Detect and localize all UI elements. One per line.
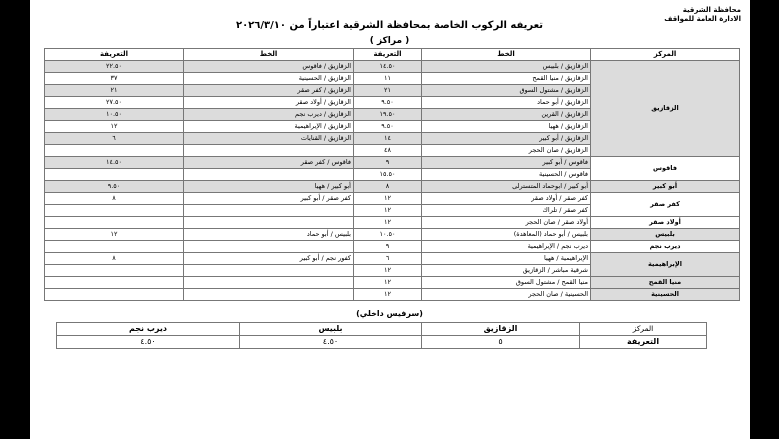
fare-cell-2 (45, 289, 184, 301)
route-cell-2 (184, 289, 354, 301)
fare-cell-2 (45, 241, 184, 253)
route-cell: ديرب نجم / الإبراهيمية (422, 241, 591, 253)
route-cell-2 (184, 205, 354, 217)
fare-cell: ٩.٥٠ (354, 121, 422, 133)
fare-cell: ٩ (354, 241, 422, 253)
route-cell-2: الزقازيق / ديرب نجم (184, 109, 354, 121)
route-cell-2 (184, 277, 354, 289)
document-subtitle: ( مراكز ) (369, 36, 410, 46)
fare-cell-2: ٢٢.٥٠ (45, 61, 184, 73)
fare-cell-2 (45, 217, 184, 229)
route-cell: منيا القمح / مشتول السوق (422, 277, 591, 289)
route-cell-2 (184, 217, 354, 229)
fare-cell-2: ٣٧ (45, 73, 184, 85)
route-cell: فاقوس / أبو كبير (422, 157, 591, 169)
fare-cell-2: ٨ (45, 193, 184, 205)
route-cell-2: فاقوس / كفر صقر (184, 157, 354, 169)
service-fare-3: ٤.٥٠ (57, 336, 240, 349)
fare-cell-2: ٢٧.٥٠ (45, 97, 184, 109)
route-cell: الحسينية / صان الحجر (422, 289, 591, 301)
route-cell-2: الزقازيق / فاقوس (184, 61, 354, 73)
table-row (45, 157, 740, 169)
route-cell-2: أبو كبير / ههيا (184, 181, 354, 193)
fare-cell-2: ٩.٥٠ (45, 181, 184, 193)
route-cell-2: الزقازيق / القنايات (184, 133, 354, 145)
left-black-border (0, 0, 30, 439)
fare-cell: ١٢ (354, 205, 422, 217)
center-name-cell: منيا القمح (591, 277, 740, 289)
fare-cell-2 (45, 169, 184, 181)
route-cell: كفر صقر / أولاد صقر (422, 193, 591, 205)
org-name-line1: محافظة الشرقية (682, 6, 741, 14)
service-table (56, 322, 707, 349)
col-header-fare: التعريفة (354, 49, 422, 61)
center-name-cell: أولاد صقر (591, 217, 740, 229)
route-cell: الزقازيق / صان الحجر (422, 145, 591, 157)
col-header-fare-2: التعريفة (45, 49, 184, 61)
service-center-2: بلبيس (240, 323, 422, 336)
table-row (45, 241, 740, 253)
center-name-cell: أبو كبير (591, 181, 740, 193)
col-header-route: الخط (422, 49, 591, 61)
route-cell-2 (184, 265, 354, 277)
route-cell: أبو كبير / ابوحماد المتسترلى (422, 181, 591, 193)
route-cell-2 (184, 169, 354, 181)
fare-cell-2: ٦ (45, 133, 184, 145)
center-name-cell: كفر صقر (591, 193, 740, 217)
fare-cell-2: ١٤.٥٠ (45, 157, 184, 169)
fare-cell: ٩ (354, 157, 422, 169)
route-cell-2: بلبيس / أبو حماد (184, 229, 354, 241)
center-name-cell: بلبيس (591, 229, 740, 241)
fares-table-header-row (45, 49, 740, 61)
service-center-3: ديرب نجم (57, 323, 240, 336)
table-row (45, 289, 740, 301)
fare-cell: ٨ (354, 181, 422, 193)
fare-cell-2 (45, 277, 184, 289)
route-cell: الزقازيق / أبو كبير (422, 133, 591, 145)
route-cell: الزقازيق / بلبيس (422, 61, 591, 73)
fare-cell: ١٢ (354, 217, 422, 229)
table-row (45, 181, 740, 193)
center-name-cell: الإبراهيمية (591, 253, 740, 277)
route-cell: شرقية مباشر / الزقازيق (422, 265, 591, 277)
route-cell-2: الزقازيق / الحسينية (184, 73, 354, 85)
table-row (45, 253, 740, 265)
table-row (45, 277, 740, 289)
fare-cell: ١٩.٥٠ (354, 109, 422, 121)
route-cell: الزقازيق / أبو حماد (422, 97, 591, 109)
fare-cell-2: ١٢ (45, 121, 184, 133)
fare-cell-2: ١٢ (45, 229, 184, 241)
route-cell: الزقازيق / ههيا (422, 121, 591, 133)
route-cell: أولاد صقر / صان الحجر (422, 217, 591, 229)
fare-cell: ٤٨ (354, 145, 422, 157)
table-row (45, 229, 740, 241)
fare-cell-2: ٨ (45, 253, 184, 265)
fare-cell-2 (45, 265, 184, 277)
fare-cell-2 (45, 145, 184, 157)
route-cell: الزقازيق / مشتول السوق (422, 85, 591, 97)
center-name-cell: الزقازيق (591, 61, 740, 157)
table-row (45, 217, 740, 229)
document-title: تعريفه الركوب الخاصة بمحافظة الشرقية اعتباراً من ٢٠٢٦/٣/١٠ (235, 20, 544, 31)
fare-cell-2: ٢١ (45, 85, 184, 97)
fare-cell: ١٢ (354, 265, 422, 277)
center-name-cell: الحسينية (591, 289, 740, 301)
route-cell-2: كفور نجم / أبو كبير (184, 253, 354, 265)
center-name-cell: فاقوس (591, 157, 740, 181)
route-cell: الإبراهيمية / ههيا (422, 253, 591, 265)
fare-cell: ١٤.٥٠ (354, 61, 422, 73)
route-cell: الزقازيق / منيا القمح (422, 73, 591, 85)
fare-cell-2 (45, 205, 184, 217)
service-fare-2: ٤.٥٠ (240, 336, 422, 349)
fares-table (44, 48, 740, 301)
service-label-center: المركز (580, 323, 707, 336)
fare-cell: ١١ (354, 73, 422, 85)
center-name-cell: ديرب نجم (591, 241, 740, 253)
right-black-border (750, 0, 779, 439)
service-title: (سرفيس داخلي) (356, 309, 423, 318)
route-cell: الزقازيق / القرين (422, 109, 591, 121)
org-name-line2: الادارة العامة للمواقف (664, 15, 741, 23)
route-cell-2: كفر صقر / أبو كبير (184, 193, 354, 205)
fare-cell: ١٠.٥٠ (354, 229, 422, 241)
fare-cell: ٢١ (354, 85, 422, 97)
route-cell-2 (184, 145, 354, 157)
service-fare-1: ٥ (422, 336, 580, 349)
col-header-center: المركز (591, 49, 740, 61)
fare-cell-2: ١٠.٥٠ (45, 109, 184, 121)
fare-cell: ١٢ (354, 193, 422, 205)
route-cell: كفر صقر / تلراك (422, 205, 591, 217)
fare-cell: ١٥.٥٠ (354, 169, 422, 181)
route-cell: بلبيس / أبو حماد (المعاهدة) (422, 229, 591, 241)
service-row-center (57, 323, 707, 336)
service-label-fare: التعريفة (580, 336, 707, 349)
route-cell: فاقوس / الحسينية (422, 169, 591, 181)
route-cell-2: الزقازيق / أولاد صقر (184, 97, 354, 109)
fare-cell: ١٢ (354, 289, 422, 301)
col-header-route-2: الخط (184, 49, 354, 61)
table-row (45, 193, 740, 205)
service-center-1: الزقازيق (422, 323, 580, 336)
table-row (45, 61, 740, 73)
route-cell-2 (184, 241, 354, 253)
fares-table-body (45, 61, 740, 301)
route-cell-2: الزقازيق / كفر صقر (184, 85, 354, 97)
fare-cell: ١٤ (354, 133, 422, 145)
fare-cell: ٩.٥٠ (354, 97, 422, 109)
route-cell-2: الزقازيق / الإبراهيمية (184, 121, 354, 133)
fare-cell: ١٢ (354, 277, 422, 289)
fare-cell: ٦ (354, 253, 422, 265)
service-row-fare (57, 336, 707, 349)
